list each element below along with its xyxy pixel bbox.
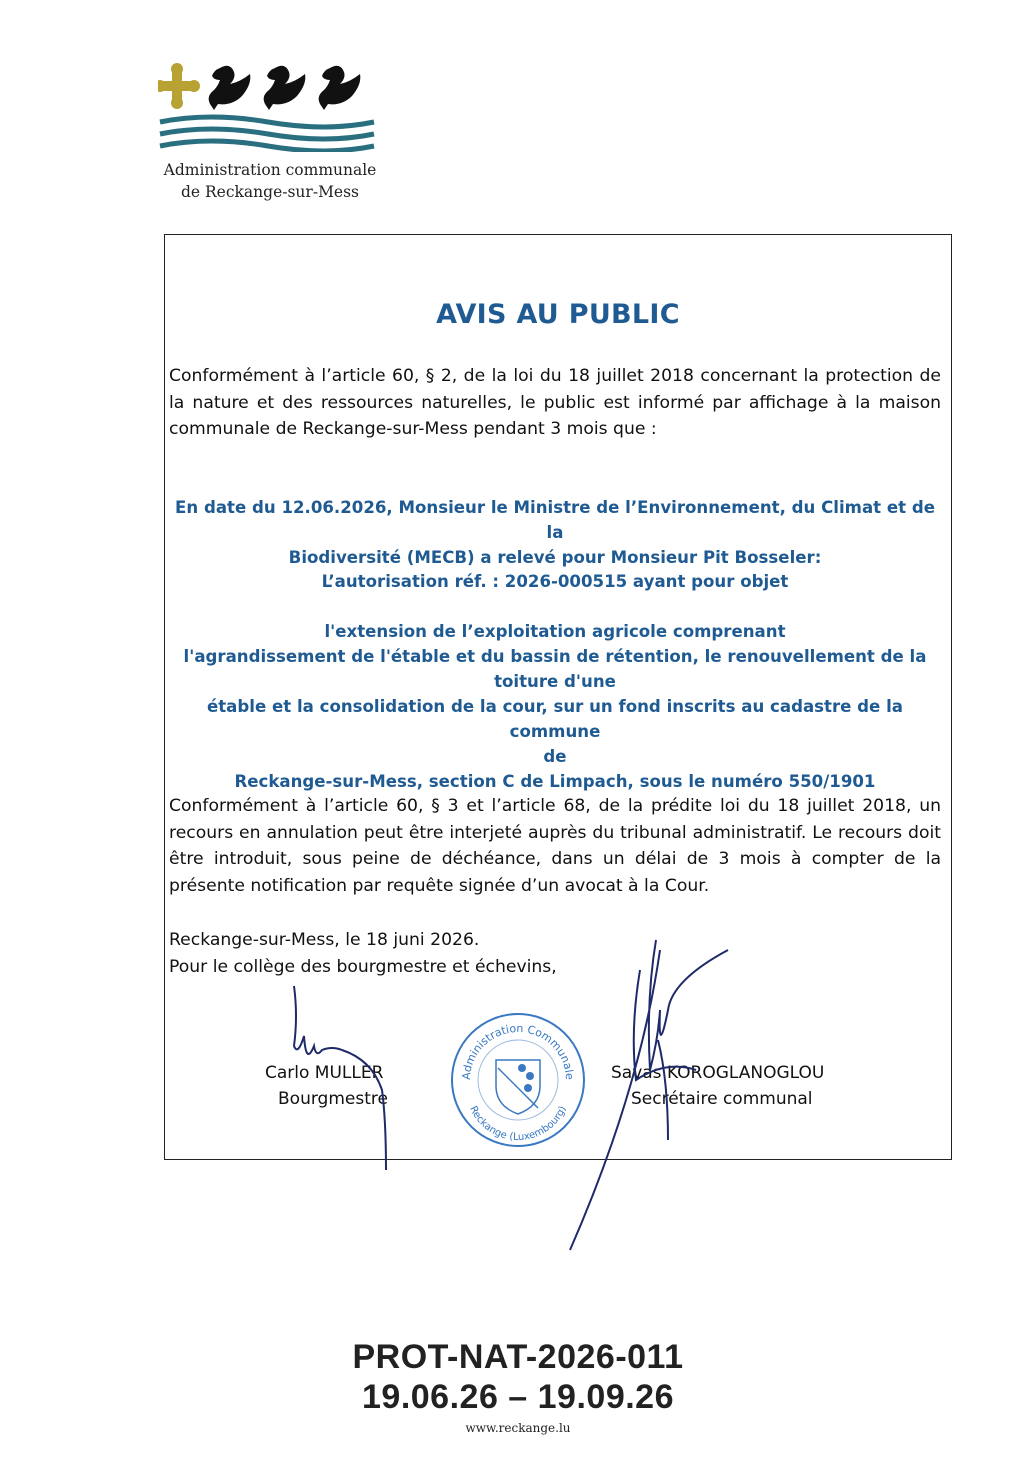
object-line: l'agrandissement de l'étable et du bassin de rétention, le renouvellement de la — [183, 647, 927, 666]
decision-line: En date du 12.06.2026, Monsieur le Ministre de l’Environnement, du Climat et de la — [175, 498, 935, 542]
website-link[interactable]: www.reckange.lu — [465, 1421, 571, 1435]
org-name-line1: Administration communale — [163, 161, 377, 179]
object-line: toiture d'une — [494, 672, 616, 691]
decision-statement — [169, 495, 941, 570]
authorization-reference: L’autorisation réf. : 2026-000515 ayant pour objet — [321, 572, 789, 591]
three-ducks-icon — [209, 66, 361, 110]
org-name-line2: de Reckange-sur-Mess — [180, 183, 360, 201]
display-period: 19.06.26 – 19.09.26 — [362, 1378, 674, 1416]
mayor-name: Carlo MULLER — [265, 1063, 384, 1083]
seal-text-top: Administration Communale — [459, 1021, 577, 1081]
svg-text:Reckange (Luxembourg) — [467, 1104, 569, 1143]
seal-text-bottom: Reckange (Luxembourg) — [467, 1104, 569, 1144]
mayor-title: Bourgmestre — [278, 1089, 388, 1109]
object-line: l'extension de l’exploitation agricole comprenant — [324, 622, 786, 641]
commune-logo-icon — [158, 60, 376, 152]
decision-line: Biodiversité (MECB) a relevé pour Monsieur Pit Bosseler: — [288, 548, 822, 567]
mayor-signature-icon — [280, 980, 400, 1180]
waves-icon — [160, 117, 374, 151]
object-line: de — [543, 747, 567, 766]
secretary-title: Secrétaire communal — [631, 1089, 813, 1109]
intro-paragraph: Conformément à l’article 60, § 2, de la loi du 18 juillet 2018 concernant la protection de la nature et des ressources naturelles, le public est informé par affichage à la maison communale de Reckange-sur-Mess pendant 3 mois que : — [169, 366, 941, 439]
authorization-object — [169, 619, 941, 794]
svg-text:Administration Communale — [460, 1022, 576, 1081]
notice-title: AVIS AU PUBLIC — [436, 299, 680, 330]
secretary-signature-icon — [560, 930, 730, 1260]
secretary-name: Savas KOROGLANOGLOU — [611, 1063, 825, 1083]
seal-ducks-icon — [518, 1064, 534, 1092]
object-line: étable et la consolidation de la cour, sur un fond inscrits au cadastre de la commune — [207, 697, 903, 741]
seal-shield-icon — [496, 1060, 540, 1114]
recourse-paragraph: Conformément à l’article 60, § 3 et l’article 68, de la prédite loi du 18 juillet 2018, un recours en annulation peut être interjeté auprès du tribunal administratif. Le recours doit être introduit, sous peine de déchéance, dans un délai de 3 mois à compter de la présente notification par requête signée d’un avocat à la Cour. — [169, 796, 941, 896]
object-line: Reckange-sur-Mess, section C de Limpach, sous le numéro 550/1901 — [234, 772, 876, 791]
cross-icon — [158, 63, 200, 109]
place-date: Reckange-sur-Mess, le 18 juni 2026. — [169, 930, 480, 950]
college-line: Pour le collège des bourgmestre et échevins, — [169, 957, 557, 977]
protocol-number: PROT-NAT-2026-011 — [352, 1338, 684, 1376]
